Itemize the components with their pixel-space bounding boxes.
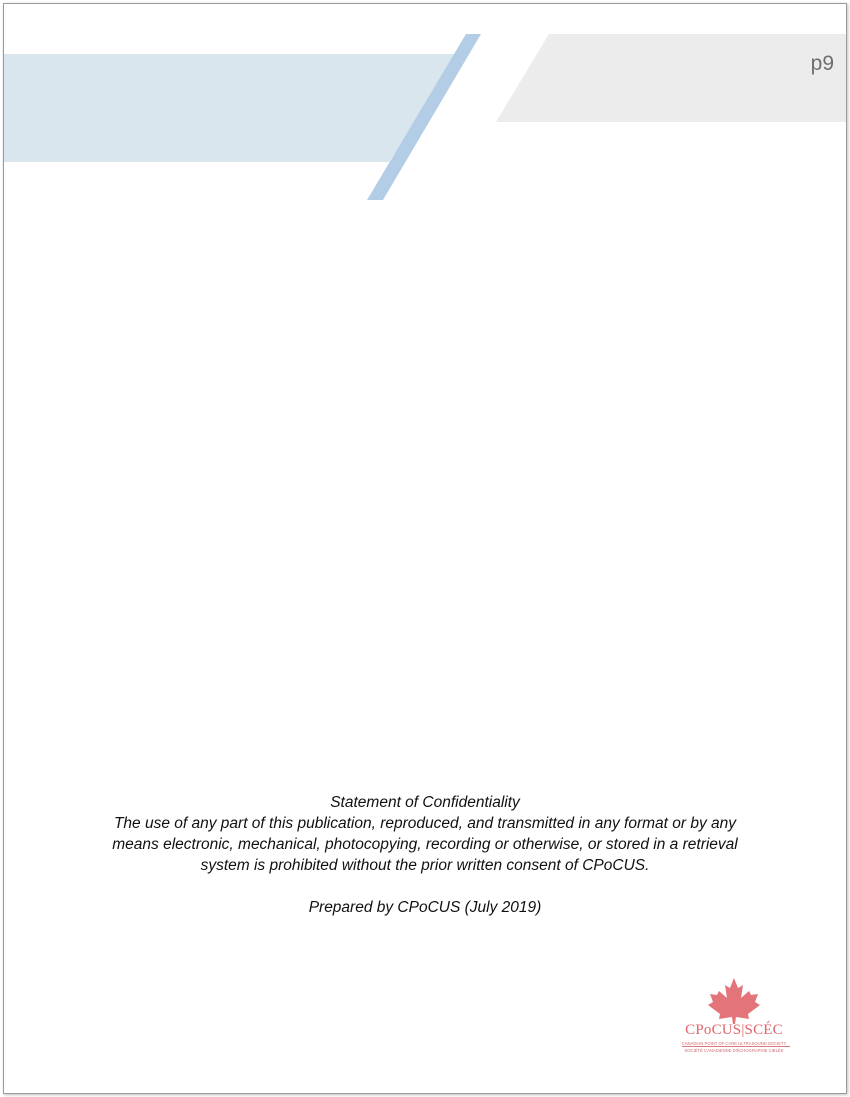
header-light-blue-band: [4, 54, 459, 162]
logo-wordmark: CPoCUS|SCÉC: [685, 1022, 783, 1038]
statement-line-2: means electronic, mechanical, photocopying, recording or otherwise, or stored in a retrieval: [112, 836, 738, 853]
logo-subtitle-fr: SOCIÉTÉ CANADIENNE D'ÉCHOGRAPHIE CIBLÉE: [684, 1048, 784, 1053]
confidentiality-statement: [44, 792, 806, 918]
statement-line-1: The use of any part of this publication, reproduced, and transmitted in any format or by any: [113, 815, 737, 832]
header-gray-band: [496, 34, 846, 122]
maple-leaf-icon: [672, 976, 796, 1024]
cpocus-logo: [672, 976, 796, 1058]
logo-subtitle-en: CANADIAN POINT OF CARE ULTRASOUND SOCIETY: [681, 1041, 787, 1046]
statement-line-3: system is prohibited without the prior written consent of CPoCUS.: [200, 857, 650, 874]
header-decoration: [4, 4, 846, 214]
logo-divider: [682, 1046, 790, 1047]
page-number: p9: [810, 52, 834, 75]
prepared-by: Prepared by CPoCUS (July 2019): [308, 899, 542, 916]
statement-title: Statement of Confidentiality: [330, 794, 520, 811]
document-page: [3, 3, 847, 1094]
